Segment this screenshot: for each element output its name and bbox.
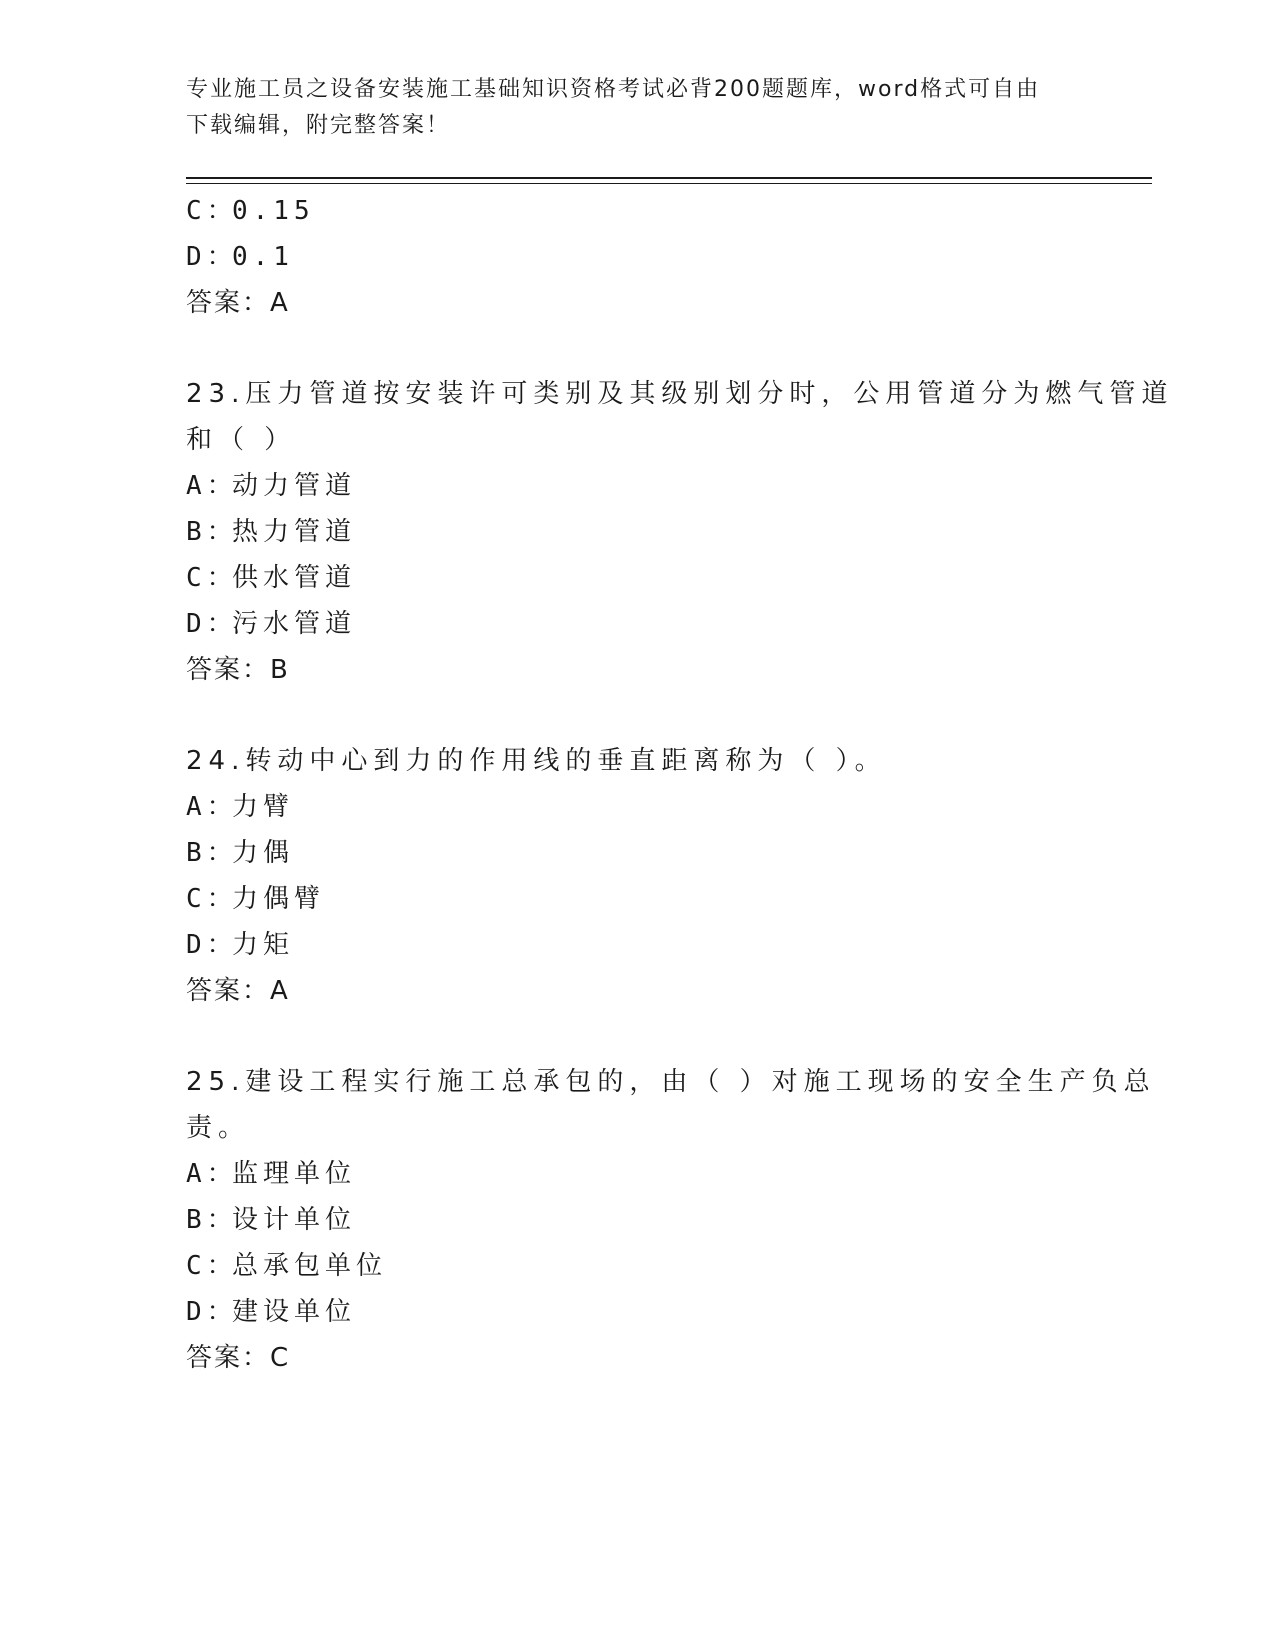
option-text: 0.15 [232, 196, 315, 226]
option-line [186, 1243, 1086, 1289]
option-text: 建设单位 [232, 1297, 357, 1327]
option-line [186, 188, 1086, 234]
option-text: 总承包单位 [232, 1251, 388, 1281]
option-label: A： [186, 1159, 238, 1189]
option-text: 热力管道 [232, 517, 357, 547]
header-line-1: 专业施工员之设备安装施工基础知识资格考试必背200题题库，word格式可自由 [186, 77, 1041, 102]
option-label: C： [186, 884, 238, 914]
option-text: 力矩 [232, 930, 295, 960]
question-block [186, 1059, 1156, 1381]
option-label: D： [186, 930, 238, 960]
option-label: C： [186, 1251, 238, 1281]
option-label: A： [186, 792, 238, 822]
option-text: 污水管道 [232, 609, 357, 639]
option-label: C： [186, 196, 238, 226]
option-text: 力臂 [232, 792, 295, 822]
question-stem-line: 24.转动中心到力的作用线的垂直距离称为（ ）。 [186, 746, 887, 776]
option-line [186, 1289, 1086, 1335]
option-line [186, 1151, 1086, 1197]
question-list [186, 188, 1174, 1381]
question-block [186, 738, 1086, 1014]
option-label: B： [186, 1205, 238, 1235]
option-label: B： [186, 517, 238, 547]
option-label: D： [186, 1297, 238, 1327]
answer-line: 答案：C [186, 1343, 291, 1373]
option-text: 0.1 [232, 242, 294, 272]
document-header [186, 72, 1066, 144]
option-label: B： [186, 838, 238, 868]
option-line [186, 1197, 1086, 1243]
option-line [186, 876, 1086, 922]
header-line-2: 下载编辑，附完整答案！ [186, 113, 451, 138]
option-line [186, 784, 1086, 830]
header-divider-thick [186, 177, 1152, 179]
question-stem-line: 23.压力管道按安装许可类别及其级别划分时，公用管道分为燃气管道 [186, 379, 1174, 409]
answer-line: 答案：A [186, 288, 290, 318]
option-line [186, 234, 1086, 280]
header-divider-thin [186, 183, 1152, 184]
option-label: C： [186, 563, 238, 593]
question-block [186, 371, 1174, 693]
question-stem-line: 25.建设工程实行施工总承包的，由（ ）对施工现场的安全生产负总 [186, 1067, 1156, 1097]
option-label: D： [186, 609, 238, 639]
answer-line: 答案：B [186, 655, 290, 685]
option-line [186, 830, 1086, 876]
question-stem-line: 和（ ） [186, 425, 297, 455]
option-text: 力偶臂 [232, 884, 326, 914]
option-text: 力偶 [232, 838, 295, 868]
option-text: 监理单位 [232, 1159, 357, 1189]
option-line [186, 509, 1086, 555]
option-line [186, 922, 1086, 968]
option-label: D： [186, 242, 238, 272]
answer-line: 答案：A [186, 976, 290, 1006]
question-stem-line: 责。 [186, 1113, 251, 1143]
option-label: A： [186, 471, 238, 501]
option-text: 动力管道 [232, 471, 357, 501]
option-text: 设计单位 [232, 1205, 357, 1235]
option-line [186, 463, 1086, 509]
question-block-prev [186, 188, 1086, 326]
option-line [186, 555, 1086, 601]
option-line [186, 601, 1086, 647]
option-text: 供水管道 [232, 563, 357, 593]
